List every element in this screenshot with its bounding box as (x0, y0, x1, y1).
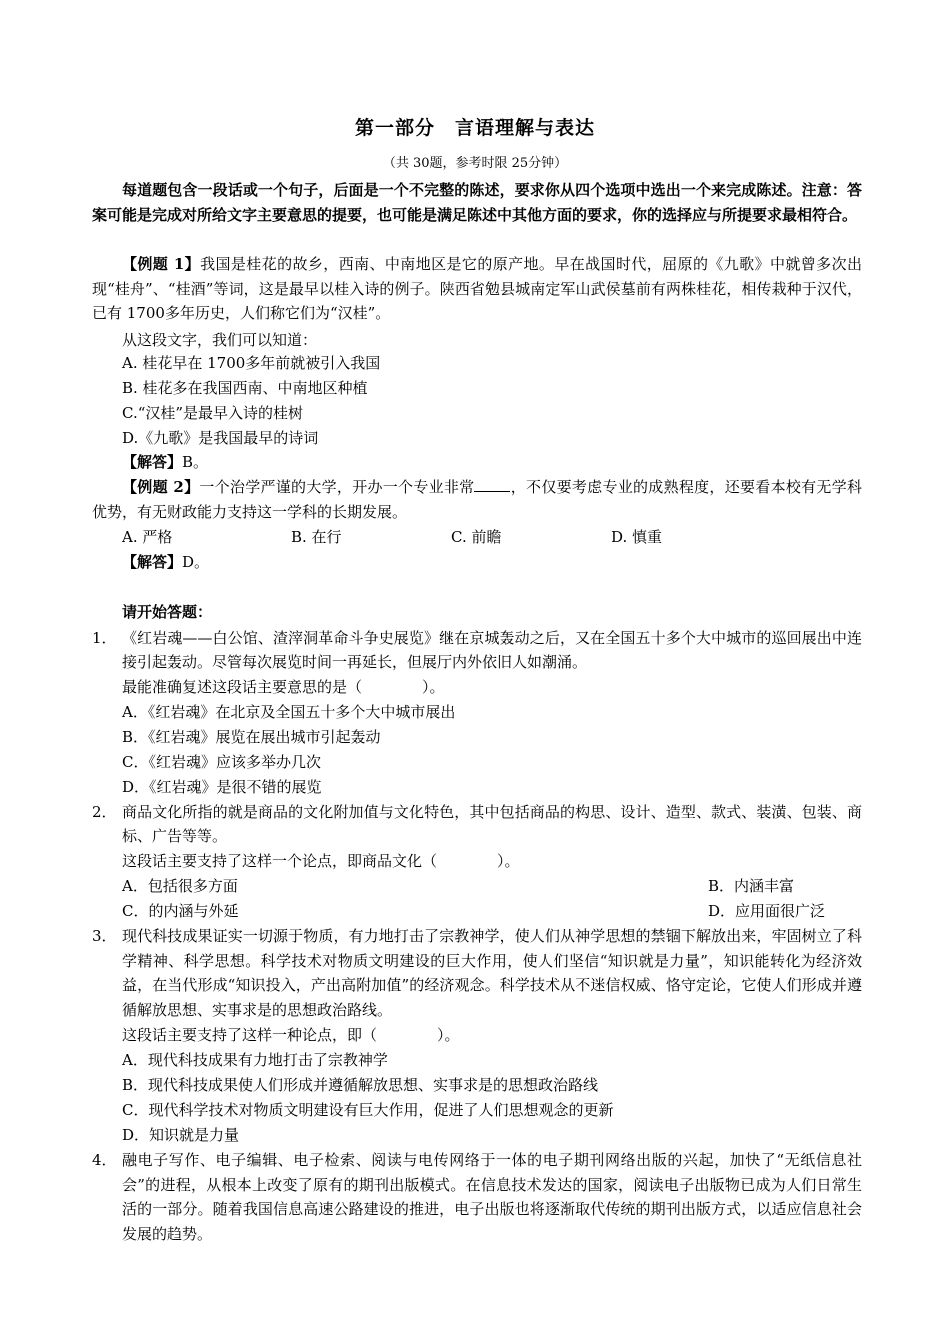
question-3-prompt: 这段话主要支持了这样一种论点，即（ ）。 (122, 1026, 460, 1044)
question-3-option-b: B．现代科技成果使人们形成并遵循解放思想、实事求是的思想政治路线 (122, 1076, 599, 1094)
example-2-option-d: D. 慎重 (611, 528, 663, 546)
question-1-option-b: B．《红岩魂》展览在展出城市引起轰动 (122, 728, 381, 746)
question-2-option-b: B．内涵丰富 (708, 877, 795, 895)
question-1-number: 1． (92, 629, 117, 647)
start-label: 请开始答题： (122, 603, 213, 621)
question-2-option-a: A．包括很多方面 (122, 877, 238, 895)
question-1-option-c: C．《红岩魂》应该多举办几次 (122, 753, 321, 771)
section-title: 第一部分 言语理解与表达 (354, 117, 595, 139)
question-1-prompt: 最能准确复述这段话主要意思的是（ ）。 (122, 678, 445, 696)
question-1-option-d: D．《红岩魂》是很不错的展览 (122, 778, 322, 796)
question-2-prompt: 这段话主要支持了这样一个论点，即商品文化（ ）。 (122, 852, 520, 870)
question-4-text: 融电子写作、电子编辑、电子检索、阅读与电传网络于一体的电子期刊网络出版的兴起，加快了“无纸信息社会”的进程，从根本上改变了原有的期刊出版模式。在信息技术发达的国家，阅读电子出版物已成为人们日常生活的一部分。随着我国信息高速公路建设的推进，电子出版也将逐渐取代传统的期刊出版方式，以适应信息社会发展的趋势。 (122, 1151, 862, 1243)
example-1-text: 我国是桂花的故乡，西南、中南地区是它的原产地。早在战国时代，屈原的《九歌》中就曾多次出现“桂舟”、“桂酒”等词，这是最早以桂入诗的例子。陕西省勉县城南定军山武侯墓前有两株桂花，相传栽种于汉代，已有 1700多年历史，人们称它们为“汉桂”。 (92, 255, 862, 322)
question-2-option-c: C．的内涵与外延 (122, 902, 239, 920)
example-1-paragraph (92, 252, 862, 326)
example-1-option-a: A. 桂花早在 1700多年前就被引入我国 (122, 354, 381, 372)
example-1-option-d: D.《九歌》是我国最早的诗词 (122, 429, 319, 447)
question-1-option-a: A．《红岩魂》在北京及全国五十多个大中城市展出 (122, 703, 456, 721)
question-3-option-c: C．现代科学技术对物质文明建设有巨大作用，促进了人们思想观念的更新 (122, 1101, 614, 1119)
example-1-prompt: 从这段文字，我们可以知道： (122, 331, 318, 349)
example-1-answer (122, 450, 208, 474)
example-2-answer-value: D。 (182, 553, 210, 571)
example-1-answer-value: B。 (182, 453, 209, 471)
example-2-answer (122, 550, 209, 574)
example-2-text-before: 一个治学严谨的大学，开办一个专业非常 (199, 478, 475, 496)
example-2-option-c: C. 前瞻 (451, 528, 502, 546)
example-2-option-a: A. 严格 (122, 528, 173, 546)
example-2-label: 【例题 2】 (122, 478, 200, 496)
example-1-label: 【例题 1】 (122, 255, 201, 273)
question-3-option-d: D．知识就是力量 (122, 1126, 240, 1144)
question-2-text: 商品文化所指的就是商品的文化附加值与文化特色，其中包括商品的构思、设计、造型、款式、装潢、包装、商标、广告等等。 (122, 803, 862, 845)
question-3-text: 现代科技成果证实一切源于物质，有力地打击了宗教神学，使人们从神学思想的禁锢下解放出来，牢固树立了科学精神、科学思想。科学技术对物质文明建设的巨大作用，使人们坚信“知识就是力量”，知识能转化为经济效益，在当代形成“知识投入，产出高附加值”的经济观念。科学技术从不迷信权威、恪守定论，它使人们形成并遵循解放思想、实事求是的思想政治路线。 (122, 927, 862, 1019)
example-1-answer-label: 【解答】 (122, 453, 183, 471)
question-3-option-a: A．现代科技成果有力地打击了宗教神学 (122, 1051, 388, 1069)
question-4-number: 4． (92, 1151, 117, 1169)
example-1-option-b: B. 桂花多在我国西南、中南地区种植 (122, 379, 368, 397)
example-2-paragraph (92, 475, 862, 525)
example-1-option-c: C.“汉桂”是最早入诗的桂树 (122, 404, 304, 422)
instructions: 每道题包含一段话或一个句子，后面是一个不完整的陈述，要求你从四个选项中选出一个来完成陈述。注意：答案可能是完成对所给文字主要意思的提要，也可能是满足陈述中其他方面的要求，你的选择应与所提要求最相符合。 (92, 181, 862, 224)
example-2-blank (474, 477, 510, 492)
question-2-option-d: D．应用面很广泛 (708, 902, 826, 920)
example-2-answer-label: 【解答】 (122, 553, 183, 571)
section-subtitle: （共 30题，参考时限 25分钟） (382, 156, 568, 171)
question-1-text: 《红岩魂——白公馆、渣滓洞革命斗争史展览》继在京城轰动之后，又在全国五十多个大中城市的巡回展出中连接引起轰动。尽管每次展览时间一再延长，但展厅内外依旧人如潮涌。 (122, 629, 862, 671)
question-2-number: 2． (92, 803, 117, 821)
example-2-option-b: B. 在行 (291, 528, 342, 546)
question-3-number: 3． (92, 927, 117, 945)
example-2-text-after: ，不仅要考虑专业的成熟程度，还要看本校有无学科优势，有无财政能力支持这一学科的长期发展。 (92, 478, 862, 521)
